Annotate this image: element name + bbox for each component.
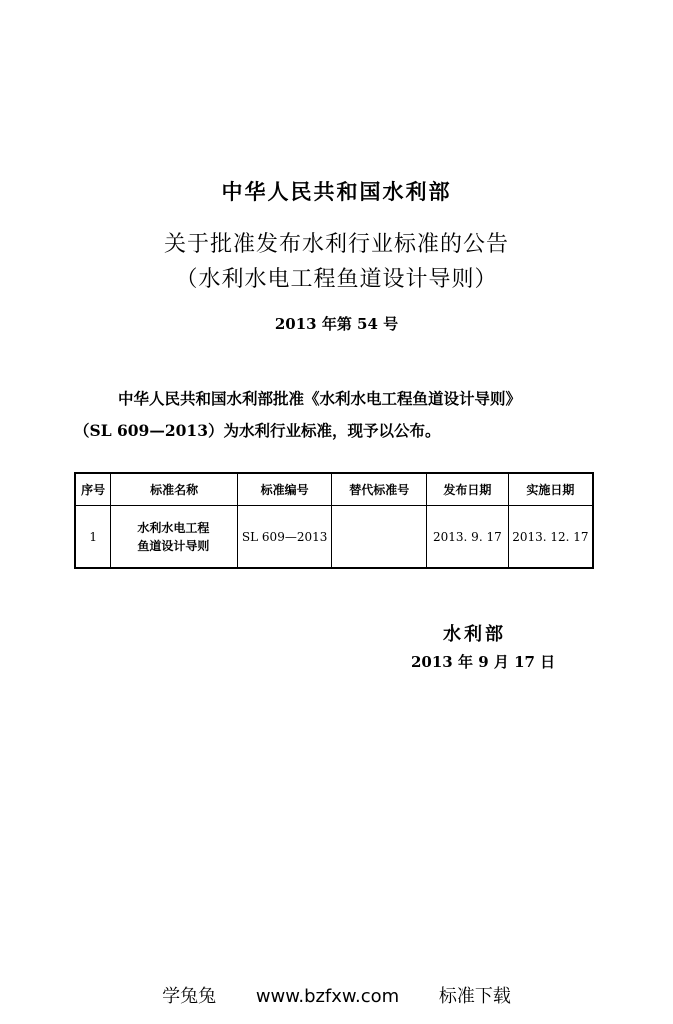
footer-tagline: 标准下载 — [438, 986, 511, 1007]
cell-effective-date: 2013. 12. 17 — [508, 506, 593, 569]
standard-name-line2: 鱼道设计导则 — [137, 538, 210, 553]
body-paragraph-line1: 中华人民共和国水利部批准《水利水电工程鱼道设计导则》 — [118, 389, 522, 408]
announcement-subtitle: （水利水电工程鱼道设计导则） — [175, 267, 498, 292]
cell-standard-name — [111, 506, 237, 569]
footer-watermark — [0, 982, 673, 1008]
table-row — [75, 506, 593, 569]
document-number: 2013 年第 54 号 — [274, 315, 399, 333]
cell-replaced-code — [332, 506, 427, 569]
cell-serial-no: 1 — [75, 506, 111, 569]
ministry-heading: 中华人民共和国水利部 — [221, 179, 452, 204]
body-paragraph-line2: （SL 609—2013）为水利行业标准，现予以公布。 — [74, 421, 441, 440]
table-header-row — [75, 473, 593, 506]
signature-org: 水利部 — [443, 624, 506, 645]
header-serial-no: 序号 — [75, 473, 111, 506]
header-effective-date: 实施日期 — [508, 473, 593, 506]
signature-date: 2013 年 9 月 17 日 — [411, 653, 556, 671]
header-standard-name: 标准名称 — [111, 473, 237, 506]
footer-url[interactable]: www.bzfxw.com — [255, 986, 400, 1007]
footer-site-name: 学兔兔 — [162, 986, 217, 1007]
standard-name-line1: 水利水电工程 — [137, 520, 210, 535]
header-publish-date: 发布日期 — [427, 473, 509, 506]
cell-publish-date: 2013. 9. 17 — [427, 506, 509, 569]
standards-table — [74, 472, 594, 569]
cell-standard-code: SL 609—2013 — [237, 506, 332, 569]
header-standard-code: 标准编号 — [237, 473, 332, 506]
announcement-title: 关于批准发布水利行业标准的公告 — [163, 232, 509, 257]
header-replaced-code: 替代标准号 — [332, 473, 427, 506]
